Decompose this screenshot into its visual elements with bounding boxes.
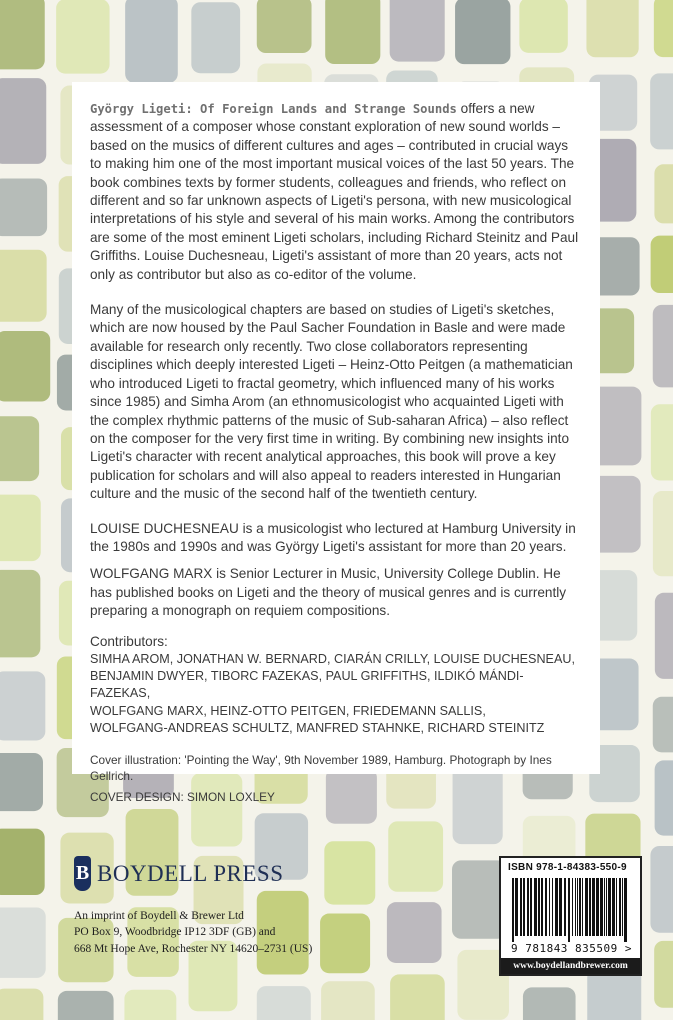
paint-swatch — [320, 914, 370, 974]
barcode-bar — [592, 878, 595, 936]
barcode-bar — [600, 878, 603, 936]
barcode-bar — [619, 878, 621, 936]
barcode-bar — [523, 878, 525, 936]
barcode-bar — [559, 878, 562, 936]
barcode-bar — [534, 878, 537, 936]
barcode-bar — [604, 878, 605, 936]
barcode-icon — [512, 878, 629, 942]
paint-swatch — [257, 0, 312, 53]
paint-swatch — [651, 404, 673, 480]
paint-swatch — [653, 697, 673, 753]
paint-swatch — [125, 0, 178, 83]
paint-swatch — [650, 73, 673, 149]
barcode-bar — [582, 878, 583, 936]
barcode-bar — [585, 878, 588, 936]
contributors-line: WOLFGANG-ANDREAS SCHULTZ, MANFRED STAHNKE, RICHARD STEINITZ — [90, 720, 545, 735]
paint-swatch — [58, 991, 114, 1020]
barcode-bar — [568, 878, 570, 942]
barcode-bar — [545, 878, 547, 936]
imprint-line: 668 Mt Hope Ave, Rochester NY 14620–2731 (US) — [74, 942, 313, 955]
imprint-line: PO Box 9, Woodbridge IP12 3DF (GB) and — [74, 926, 276, 939]
barcode-bar — [577, 878, 578, 936]
isbn-label: ISBN 978-1-84383-550-9 — [508, 862, 627, 873]
barcode-digits: 9 781843 835509 > — [510, 942, 633, 955]
barcode-bar — [575, 878, 576, 936]
barcode-bar — [572, 878, 573, 936]
barcode-panel — [499, 856, 642, 976]
bio-duchesneau: LOUISE DUCHESNEAU is a musicologist who lectured at Hamburg University in the 1980s and 1990s and was György Ligeti's assistant for more than 20 years. — [90, 520, 576, 554]
paint-swatch — [0, 250, 47, 322]
barcode-bar — [538, 878, 540, 936]
paint-swatch — [587, 968, 641, 1020]
paint-swatch — [0, 495, 41, 562]
paint-swatch — [0, 989, 43, 1020]
barcode-bar — [606, 878, 607, 936]
contributors-heading: Contributors: — [90, 633, 168, 649]
paint-swatch — [324, 841, 375, 904]
contributors-line: WOLFGANG MARX, HEINZ-OTTO PEITGEN, FRIEDEMANN SALLIS, — [90, 703, 486, 718]
barcode-bar — [579, 878, 581, 936]
paint-swatch — [0, 416, 39, 481]
imprint-line: An imprint of Boydell & Brewer Ltd — [74, 910, 244, 922]
cover-illustration-credit: Cover illustration: 'Pointing the Way', 9th November 1989, Hamburg. Photograph by Ines Gellrich. — [90, 752, 552, 783]
paint-swatch — [0, 829, 45, 895]
paint-swatch — [390, 0, 445, 62]
boydell-shield-icon: B — [74, 856, 91, 891]
paint-swatch — [257, 986, 311, 1020]
barcode-bar — [589, 878, 591, 936]
paint-swatch — [519, 0, 567, 53]
paint-swatch — [654, 941, 673, 1008]
book-title: György Ligeti: Of Foreign Lands and Strange Sounds — [90, 102, 457, 116]
barcode-bar — [527, 878, 529, 936]
contributors-list — [90, 651, 583, 737]
barcode-bar — [564, 878, 566, 936]
barcode-bar — [612, 878, 615, 936]
barcode-bar — [622, 878, 623, 936]
paint-swatch — [650, 846, 673, 933]
barcode-bar — [624, 878, 627, 942]
cover-design-credit: COVER DESIGN: SIMON LOXLEY — [90, 789, 275, 804]
paint-swatch — [325, 0, 380, 64]
paint-swatch — [387, 902, 442, 963]
paint-swatch — [0, 908, 46, 978]
paint-swatch — [0, 570, 40, 657]
contributors-line: BENJAMIN DWYER, TIBORC FAZEKAS, PAUL GRIFFITHS, ILDIKÓ MÁNDI-FAZEKAS, — [90, 669, 524, 701]
paint-swatch — [654, 164, 673, 223]
blurb-paragraph-2: Many of the musicological chapters are based on studies of Ligeti's sketches, which are now housed by the Paul Sacher Foundation in Basle and were made available for research only recently. Two close collaborators representing disciplines which deeply interested Ligeti – Heinz-Otto Peitgen (a mathematician who introduced Ligeti to fractal geometry, which influenced many of his works since 1985) and Simha Arom (an ethnomusicologist who acquainted Ligeti with the complex rhythmic patterns of the music of Sub-saharan Africa) – also reflect on the composer for the very first time in writing. By combining new insights into Ligeti's character with recent analytical approaches, this book will prove a key publication for scholars and will also appeal to readers interested in Hungarian culture and the music of the second half of the twentieth century. — [90, 302, 573, 502]
paint-swatch — [654, 0, 673, 57]
barcode-bar — [520, 878, 522, 936]
blurb-paragraph-1 — [90, 100, 583, 284]
barcode-bar — [552, 878, 553, 936]
barcode-bar — [555, 878, 558, 936]
paint-swatch — [0, 753, 43, 811]
paint-swatch — [0, 78, 46, 164]
paint-swatch — [0, 0, 45, 69]
paint-swatch — [124, 990, 176, 1020]
paint-swatch — [191, 2, 240, 73]
barcode-bar — [530, 878, 532, 936]
publisher-imprint — [74, 908, 312, 957]
paint-swatch — [653, 491, 673, 576]
barcode-bar — [515, 878, 518, 936]
paint-swatch — [390, 974, 445, 1020]
description-panel — [72, 82, 600, 804]
barcode-bar — [512, 878, 514, 942]
barcode-bar — [608, 878, 611, 936]
paint-swatch — [651, 236, 673, 293]
paint-swatch — [0, 331, 50, 402]
barcode-bar — [616, 878, 617, 936]
barcode-bar — [541, 878, 543, 936]
paint-swatch — [191, 773, 242, 846]
paint-swatch — [388, 821, 443, 891]
paint-swatch — [56, 0, 109, 74]
paint-swatch — [0, 671, 45, 740]
barcode-bar — [549, 878, 550, 936]
paint-swatch — [586, 0, 638, 57]
bio-marx: WOLFGANG MARX is Senior Lecturer in Music, University College Dublin. He has published books on Ligeti and the theory of musical genres and is currently preparing a monograph on requiem compositions. — [90, 566, 567, 619]
paint-swatch — [0, 178, 47, 236]
barcode-bar — [596, 878, 599, 936]
paint-swatch — [653, 305, 673, 388]
paint-swatch — [455, 0, 510, 64]
publisher-url: www.boydellandbrewer.com — [501, 958, 640, 974]
paint-swatch — [523, 987, 576, 1020]
publisher-logo — [74, 856, 283, 891]
blurb-paragraph-1-text: offers a new assessment of a composer whose constant exploration of new sound worlds – based on the musics of different cultures and ages – contributed in crucial ways to making him one of the most important musical voices of the last 50 years. The book combines texts by former students, colleagues and friends, who reflect on different and so far unknown aspects of Ligeti's persona, with new musicological interpretations of his style and several of his main works. Among the contributors are some of the most eminent Ligeti scholars, including Richard Steinitz and Paul Griffiths. Louise Duchesneau, Ligeti's assistant of more than 20 years, acts not only as contributor but also as co-editor of the volume. — [90, 101, 579, 282]
paint-swatch — [321, 981, 375, 1020]
paint-swatch — [655, 593, 673, 679]
publisher-name: BOYDELL PRESS — [97, 860, 284, 886]
paint-swatch — [655, 760, 673, 835]
contributors-line: SIMHA AROM, JONATHAN W. BERNARD, CIARÁN CRILLY, LOUISE DUCHESNEAU, — [90, 651, 575, 666]
